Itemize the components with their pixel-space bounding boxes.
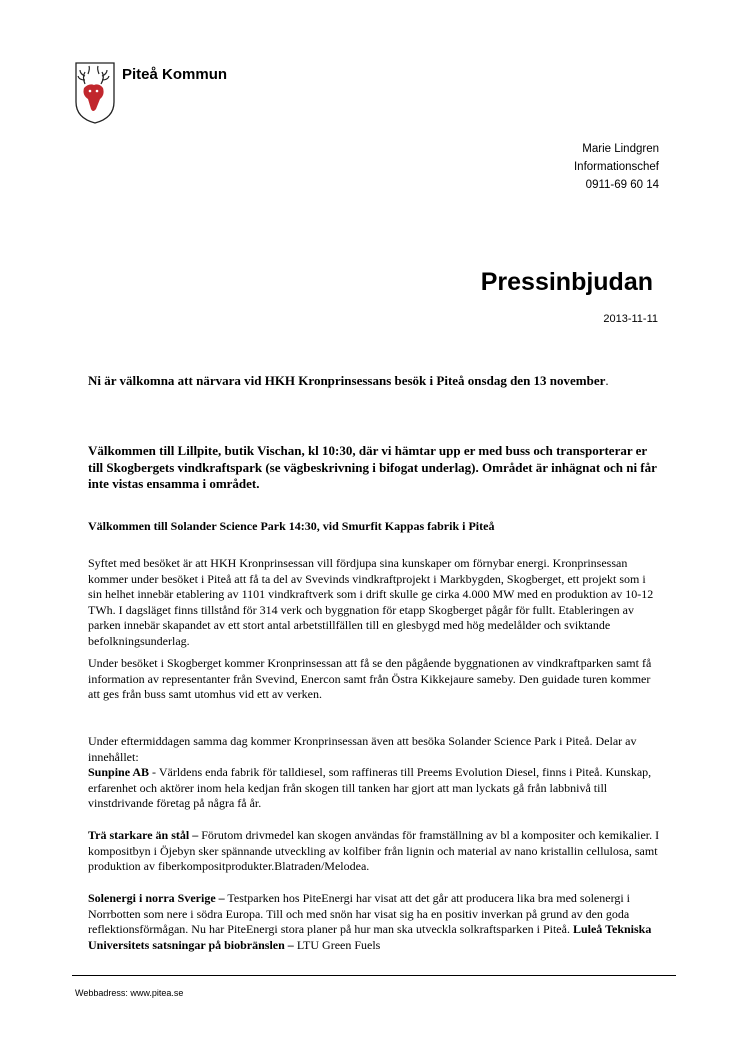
tra-text: Förutom drivmedel kan skogen användas för framställning av bl a kompositer och kemikalier. I kompositbyn i Öjebyn sker spännande utveckling av kolfiber från lignin och material av nano kristallin cellulosa, samt produktion av fiberkompositprodukter.Blatraden/Melodea. [88,828,660,873]
tra-label: Trä starkare än stål – [88,828,199,842]
footer-divider [72,975,676,976]
body-paragraph-1: Syftet med besöket är att HKH Kronprinsessan vill fördjupa sina kunskaper om förnybar energi. Kronprinsessan kommer under besöket i Piteå att få ta del av Svevinds vindkraftprojekt i Markbygden, Skogberget, ett projekt som i sin helhet innebär etablering av 1101 vindkraftverk som i drift skulle ge cirka 4.000 MW med en produktion av 10-12 TWh. I dagsläget finns tillstånd för 314 verk och byggnation för etapp Skogberget pågår för fullt. Etableringen av parken innebär skapandet av ett stort antal arbetstillfällen till en glesbygd med hög medelålder och sviktande befolkningsunderlag. [88,556,654,648]
document-date: 2013-11-11 [603,313,658,325]
para3-text: Under eftermiddagen samma dag kommer Kronprinsessan även att besöka Solander Science Park i Piteå. Delar av innehållet: [88,734,637,764]
body-paragraph-5 [88,891,660,953]
body-paragraph-4 [88,828,660,875]
footer-web-address: Webbadress: www.pitea.se [75,988,184,998]
solander-heading: Välkommen till Solander Science Park 14:30, vid Smurfit Kappas fabrik i Piteå [88,519,495,533]
solenergi-label: Solenergi i norra Sverige – [88,891,225,905]
contact-role: Informationschef [573,161,659,173]
contact-block [574,140,659,194]
ltu-label: Luleå Tekniska Universitets satsningar på biobränslen – [88,922,652,952]
lillpite-text: Välkommen till Lillpite, butik Vischan, kl 10:30, där vi hämtar upp er med buss och transporterar er till Skogbergets vindkraftspark (se vägbeskrivning i bifogat underlag). Området är inhägnat och ni får inte vistas ensamma i området. [88,443,657,491]
document-title: Pressinbjudan [480,268,653,296]
solenergi-text: Testparken hos PiteEnergi har visat att det går att producera lika bra med solenergi i Norrbotten som nere i södra Europa. Till och med snön har visat sig ha en positiv inverkan på grund av den goda reflektionsförmågan. Nu har PiteEnergi stora planer på hur man ska utveckla solkraftsparken i Piteå. [88,891,631,936]
intro-paragraph [88,373,660,390]
intro-tail: . [605,373,609,388]
organization-name: Piteå Kommun [122,66,228,83]
contact-name: Marie Lindgren [582,143,659,155]
body-paragraph-2: Under besöket i Skogberget kommer Kronprinsessan att få se den pågående byggnationen av vindkraftparken samt få information av representanter från Svevind, Enercon samt från Östra Kikkejaure sameby. Den guidade turen kommer att ges från buss samt utomhus vid ett av verken. [88,656,652,701]
body-paragraph-3 [88,734,660,812]
intro-bold: Ni är välkomna att närvara vid HKH Kronprinsessans besök i Piteå onsdag den 13 november [88,373,606,388]
coat-of-arms-reindeer-icon [75,62,115,124]
sunpine-label: Sunpine AB [88,765,150,779]
contact-phone: 0911-69 60 14 [585,179,659,191]
lillpite-paragraph [88,443,660,493]
ltu-text: LTU Green Fuels [293,937,381,952]
sunpine-text: - Världens enda fabrik för talldiesel, som raffineras till Preems Evolution Diesel, finns i Piteå. Kunskap, erfarenhet och aktörer inom hela kedjan från skogen till tanken har gjort att man lyckats gå från labbnivå till vinstdrivande företag på några få år. [88,765,652,810]
